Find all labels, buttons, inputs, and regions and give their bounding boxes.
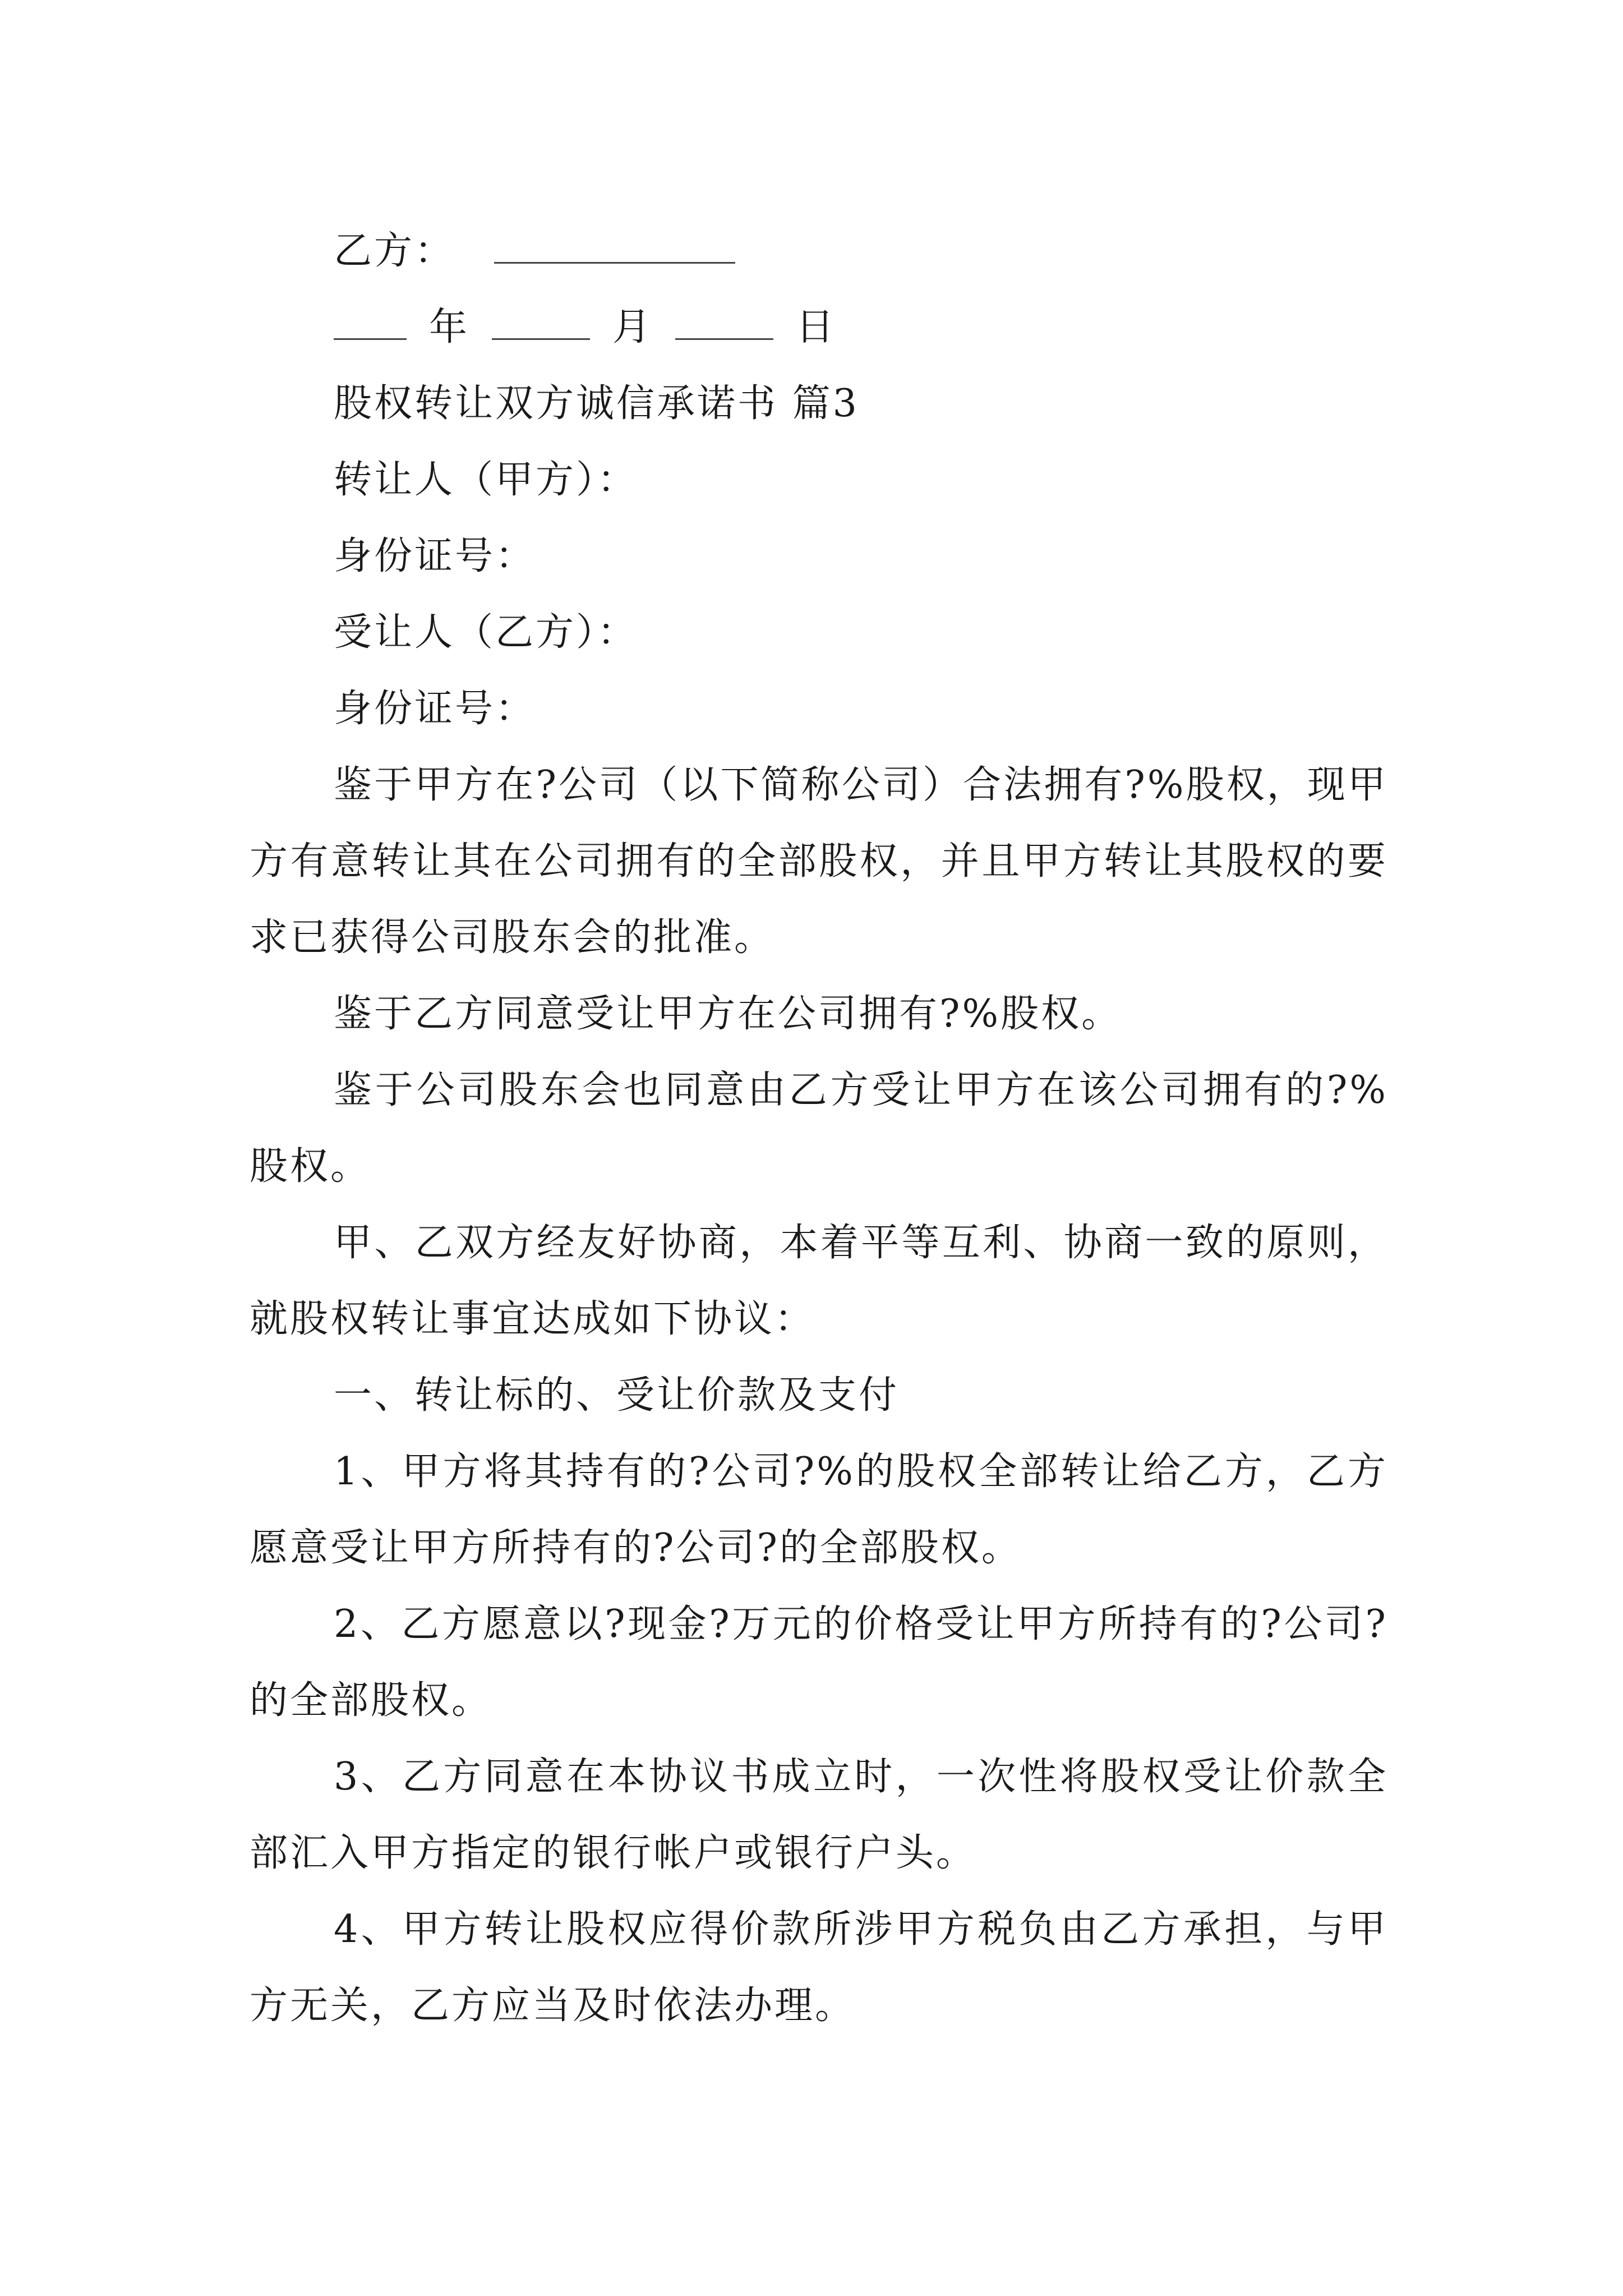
party-b-signature-line <box>250 213 1388 289</box>
article-heading: 一、转让标的、受让价款及支付 <box>334 1373 900 1418</box>
party-b-label: 乙方： <box>334 229 455 273</box>
document-body <box>250 213 1388 2044</box>
clause-4: 4、甲方转让股权应得价款所涉甲方税负由乙方承担，与甲方无关，乙方应当及时依法办理。 <box>250 1907 1388 2028</box>
clause-3: 3、乙方同意在本协议书成立时，一次性将股权受让价款全部汇入甲方指定的银行帐户或银行户头。 <box>250 1755 1388 1875</box>
month-label: 月 <box>612 305 653 349</box>
clause-1: 1、甲方将其持有的?公司?%的股权全部转让给乙方，乙方愿意受让甲方所持有的?公司?的全部股权。 <box>250 1450 1388 1570</box>
transferor-id-label: 身份证号： <box>334 534 536 578</box>
recital-paragraph-3: 鉴于公司股东会也同意由乙方受让甲方在该公司拥有的?%股权。 <box>250 1068 1388 1189</box>
transferee-id-label: 身份证号： <box>334 687 536 731</box>
year-label: 年 <box>429 305 470 349</box>
recital-paragraph-1: 鉴于甲方在?公司（以下简称公司）合法拥有?%股权，现甲方有意转让其在公司拥有的全部股权，并且甲方转让其股权的要求已获得公司股东会的批准。 <box>250 763 1388 960</box>
transferor-label: 转让人（甲方）： <box>334 458 638 502</box>
section-title: 股权转让双方诚信承诺书 篇3 <box>334 381 859 426</box>
agreement-intro-paragraph: 甲、乙双方经友好协商，本着平等互利、协商一致的原则，就股权转让事宜达成如下协议： <box>250 1221 1388 1341</box>
month-blank <box>492 305 590 340</box>
year-blank <box>334 305 407 340</box>
recital-paragraph-2: 鉴于乙方同意受让甲方在公司拥有?%股权。 <box>334 992 1122 1036</box>
signature-blank <box>494 228 735 264</box>
clause-2: 2、乙方愿意以?现金?万元的价格受让甲方所持有的?公司?的全部股权。 <box>250 1602 1388 1723</box>
day-blank <box>675 305 773 340</box>
day-label: 日 <box>796 305 837 349</box>
date-line <box>250 289 1388 366</box>
transferee-label: 受让人（乙方）： <box>334 610 638 655</box>
